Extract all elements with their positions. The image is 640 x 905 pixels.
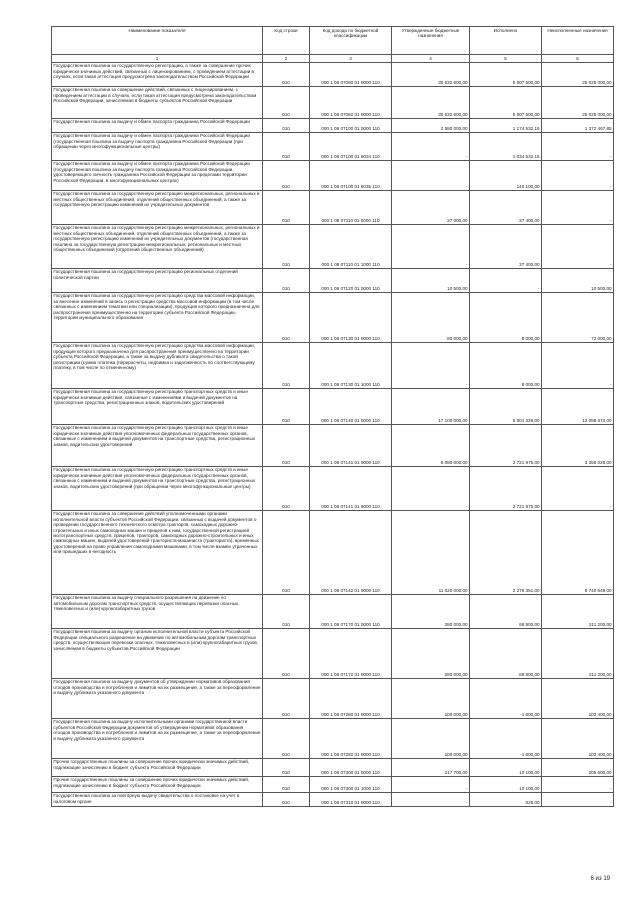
row-exec-cell: 525,00 bbox=[470, 792, 542, 806]
row-name-cell: Государственная пошлина за государственную регистрацию транспортных средств и иные юридически значимые действия уполномоченных федеральных государственных органов, связанные с изменением и выдачей документов на транспортные средства, регистрационных знаков, водительских удостоверений (при обращении через многофункциональные центры) bbox=[52, 466, 263, 510]
row-rest-cell: - bbox=[542, 190, 614, 224]
row-exec-cell: -1 600,00 bbox=[470, 718, 542, 758]
row-code-cell: 000 1 08 07130 01 1000 110 bbox=[310, 342, 392, 388]
row-exec-cell: -1 600,00 bbox=[470, 678, 542, 718]
row-line-cell: 010 bbox=[263, 424, 310, 466]
row-name-cell: Государственная пошлина за выдачу и обмен паспорта гражданина Российской Федерации bbox=[52, 118, 263, 132]
row-code-cell: 000 1 08 07300 01 0000 110 bbox=[310, 758, 392, 776]
row-name-cell: Государственная пошлина за государственную регистрацию транспортных средств и иные юридически значимые действия уполномоченных федеральных государственных органов, связанные с изменением и выдачей документов на транспортные средства, регистрационных знаков, водительских удостоверений bbox=[52, 424, 263, 466]
row-name-cell: Государственная пошлина за государственную регистрацию средства массовой информации, за внесение изменений в запись о регистрации средства массовой информации (в том числе связанных с изменением тематики или специализации), продукция которого предназначена для распространения преимущественно на территории субъекта Российской Федерации, территории муниципального образования bbox=[52, 292, 263, 342]
row-line-cell: 010 bbox=[263, 132, 310, 160]
row-plan-cell: 17 100 000,00 bbox=[392, 388, 470, 424]
table-row bbox=[52, 388, 614, 424]
table-row bbox=[52, 292, 614, 342]
col-number: 3 bbox=[310, 55, 392, 63]
row-name-cell: Государственная пошлина за выдачу и обмен паспорта гражданина Российской Федерации (государственная пошлина за выдачу паспорта гражданина Российской Федерации, удостоверяющего личность гражданина Российской Федерации за пределами территории Российской Федерации, в многофункциональных центрах) bbox=[52, 160, 263, 190]
row-line-cell: 010 bbox=[263, 466, 310, 510]
row-code-cell: 000 1 08 07300 01 1000 110 bbox=[310, 776, 392, 792]
row-line-cell: 010 bbox=[263, 388, 310, 424]
row-plan-cell: 2 580 000,00 bbox=[392, 118, 470, 132]
row-code-cell: 000 1 08 07100 01 8034 110 bbox=[310, 132, 392, 160]
row-plan-cell: 6 080 000,00 bbox=[392, 424, 470, 466]
row-rest-cell: - bbox=[542, 792, 614, 806]
row-plan-cell: - bbox=[392, 792, 470, 806]
row-rest-cell: - bbox=[542, 776, 614, 792]
row-exec-cell: 68 800,00 bbox=[470, 628, 542, 678]
row-code-cell: 000 1 08 07140 01 0000 110 bbox=[310, 388, 392, 424]
row-exec-cell: 68 800,00 bbox=[470, 594, 542, 628]
row-line-cell: 010 bbox=[263, 224, 310, 268]
row-rest-cell: 1 372 467,85 bbox=[542, 118, 614, 132]
row-exec-cell: 2 279 351,00 bbox=[470, 510, 542, 594]
row-exec-cell: 8 000,00 bbox=[470, 292, 542, 342]
row-rest-cell: 3 358 025,00 bbox=[542, 424, 614, 466]
row-code-cell: 000 1 08 07130 01 0000 110 bbox=[310, 292, 392, 342]
row-exec-cell: 2 721 975,00 bbox=[470, 424, 542, 466]
row-name-cell: Государственная пошлина за выдачу документов об утверждении нормативов образования отходов производства и потребления и лимитов на их размещение, а также за переоформление и выдачу дубликата указанного документа bbox=[52, 678, 263, 718]
table-row bbox=[52, 190, 614, 224]
row-line-cell: 010 bbox=[263, 792, 310, 806]
row-line-cell: 010 bbox=[263, 190, 310, 224]
row-plan-cell: - bbox=[392, 342, 470, 388]
row-name-cell: Государственная пошлина за государственную регистрацию региональных отделений политической партии bbox=[52, 268, 263, 292]
row-line-cell: 010 bbox=[263, 342, 310, 388]
row-rest-cell: - bbox=[542, 466, 614, 510]
col-rest-header: Неисполненные назначения bbox=[542, 27, 614, 55]
row-name-cell: Прочие государственные пошлины за совершение прочих юридически значимых действий, подлежащие зачислению в бюджет субъекта Российской Федерации bbox=[52, 758, 263, 776]
row-name-cell: Государственная пошлина за государственную регистрацию транспортных средств и иные юридически значимые действия, связанные с изменениями и выдачей документов на транспортные средства, регистрационных знаков, водительских удостоверений bbox=[52, 388, 263, 424]
budget-income-table bbox=[51, 26, 614, 807]
row-code-cell: 000 1 08 07141 01 8000 110 bbox=[310, 466, 392, 510]
row-code-cell: 000 1 08 07142 01 0000 110 bbox=[310, 510, 392, 594]
row-code-cell: 000 1 08 07080 01 0000 110 bbox=[310, 62, 392, 86]
row-line-cell: 010 bbox=[263, 628, 310, 678]
col-number: 2 bbox=[263, 55, 310, 63]
row-name-cell: Государственная пошлина за государственную регистрацию межрегиональных, региональных и местных общественных объединений, отделений общественных объединений, а также за государственную регистрацию изменений их учредительных документов bbox=[52, 190, 263, 224]
row-line-cell: 010 bbox=[263, 86, 310, 118]
row-code-cell: 000 1 08 07110 01 1000 110 bbox=[310, 224, 392, 268]
table-row bbox=[52, 268, 614, 292]
row-plan-cell: 100 000,00 bbox=[392, 678, 470, 718]
row-name-cell: Государственная пошлина за выдачу специального разрешения на движение по автомобильным дорогам транспортных средств, осуществляющих перевозки опасных, тяжеловесных и (или) крупногабаритных грузов bbox=[52, 594, 263, 628]
col-code-header: Код дохода по бюджетной классификации bbox=[310, 27, 392, 55]
row-exec-cell: 12 100,00 bbox=[470, 758, 542, 776]
row-line-cell: 010 bbox=[263, 758, 310, 776]
row-exec-cell: 37 400,00 bbox=[470, 190, 542, 224]
row-line-cell: 010 bbox=[263, 776, 310, 792]
table-row bbox=[52, 678, 614, 718]
row-code-cell: 000 1 08 07280 01 0000 110 bbox=[310, 678, 392, 718]
row-rest-cell: - bbox=[542, 342, 614, 388]
col-number: 4 bbox=[392, 55, 470, 63]
row-rest-cell: 211 200,00 bbox=[542, 628, 614, 678]
row-line-cell: 010 bbox=[263, 268, 310, 292]
column-number-row bbox=[52, 55, 614, 63]
col-name-header: Наименование показателя bbox=[52, 27, 263, 55]
table-row bbox=[52, 118, 614, 132]
row-code-cell: 000 1 08 07110 01 0000 110 bbox=[310, 190, 392, 224]
col-exec-header: Исполнено bbox=[470, 27, 542, 55]
row-code-cell: 000 1 08 07120 01 0000 110 bbox=[310, 268, 392, 292]
row-plan-cell: - bbox=[392, 466, 470, 510]
row-line-cell: 010 bbox=[263, 718, 310, 758]
row-name-cell: Государственная пошлина за совершение действий, связанных с лицензированием, с проведением аттестации в случаях, если такая аттестация предусмотрена законодательством Российской Федерации, зачисляемая в бюджеты субъектов Российской Федерации bbox=[52, 86, 263, 118]
row-line-cell: 010 bbox=[263, 594, 310, 628]
row-name-cell: Государственная пошлина за выдачу и обмен паспорта гражданина Российской Федерации (государственная пошлина за выдачу паспорта гражданина Российской Федерации (при обращении через многофункциональные центры) bbox=[52, 132, 263, 160]
row-line-cell: 010 bbox=[263, 510, 310, 594]
row-exec-cell: 5 507 500,00 bbox=[470, 86, 542, 118]
row-name-cell: Государственная пошлина за выдачу органом исполнительной власти субъекта Российской Федерации специального разрешения на движение по автомобильным дорогам транспортных средств, осуществляющих перевозки опасных, тяжеловесных и (или) крупногабаритных грузов, зачисляемая в бюджеты субъектов Российской Федерации bbox=[52, 628, 263, 678]
table-row bbox=[52, 776, 614, 792]
table-row bbox=[52, 594, 614, 628]
header-row bbox=[52, 27, 614, 55]
row-line-cell: 010 bbox=[263, 678, 310, 718]
table-row bbox=[52, 342, 614, 388]
row-code-cell: 000 1 08 07172 01 0000 110 bbox=[310, 628, 392, 678]
row-plan-cell: 280 000,00 bbox=[392, 628, 470, 678]
col-number: 6 bbox=[542, 55, 614, 63]
row-exec-cell: - bbox=[470, 268, 542, 292]
row-rest-cell: 25 025 000,00 bbox=[542, 62, 614, 86]
row-exec-cell: 8 000,00 bbox=[470, 342, 542, 388]
table-row bbox=[52, 718, 614, 758]
table-row bbox=[52, 792, 614, 806]
row-name-cell: Прочие государственные пошлины за совершение прочих юридически значимых действий, подлежащие зачислению в бюджет субъекта Российской Федерации bbox=[52, 776, 263, 792]
col-line-header: Код строки bbox=[263, 27, 310, 55]
table-row bbox=[52, 758, 614, 776]
row-plan-cell: 11 020 000,00 bbox=[392, 510, 470, 594]
row-name-cell: Государственная пошлина за государственную регистрацию, а также за совершение прочих юридически значимых действий, связанных с лицензированием, с проведением аттестации в случаях, если такая аттестация предусмотрена законодательством Российской Федерации bbox=[52, 62, 263, 86]
table-row bbox=[52, 628, 614, 678]
row-rest-cell: - bbox=[542, 132, 614, 160]
row-rest-cell: 25 025 000,00 bbox=[542, 86, 614, 118]
row-plan-cell: - bbox=[392, 224, 470, 268]
table-row bbox=[52, 160, 614, 190]
row-exec-cell: 1 174 532,15 bbox=[470, 118, 542, 132]
row-code-cell: 000 1 08 07100 01 0000 110 bbox=[310, 118, 392, 132]
report-page bbox=[51, 26, 613, 807]
row-exec-cell: 2 721 975,00 bbox=[470, 466, 542, 510]
row-exec-cell: 5 507 500,00 bbox=[470, 62, 542, 86]
row-exec-cell: 5 001 326,00 bbox=[470, 388, 542, 424]
row-rest-cell: - bbox=[542, 160, 614, 190]
row-code-cell: 000 1 08 07310 01 0000 110 bbox=[310, 792, 392, 806]
row-name-cell: Государственная пошлина за выдачу исполнительными органами государственной власти субъектов Российской Федерации документов об утверждении нормативов образования отходов производства и потребления и лимитов на их размещение, а также за переоформление и выдачу дубликата указанного документа bbox=[52, 718, 263, 758]
row-line-cell: 010 bbox=[263, 160, 310, 190]
row-rest-cell: 102 400,00 bbox=[542, 718, 614, 758]
row-plan-cell: 30 532 600,00 bbox=[392, 62, 470, 86]
table-row bbox=[52, 224, 614, 268]
row-exec-cell: 37 400,00 bbox=[470, 224, 542, 268]
table-row bbox=[52, 62, 614, 86]
col-number: 1 bbox=[52, 55, 263, 63]
row-name-cell: Государственная пошлина за государственную регистрацию средства массовой информации, продукция которого предназначена для распространения преимущественно на территории субъекта Российской Федерации, а также за выдачу дубликата свидетельства о такой регистрации (сумма платежа (перерасчеты, недоимка и задолженность по соответствующему платежу, в том числе по отмененному) bbox=[52, 342, 263, 388]
row-line-cell: 010 bbox=[263, 292, 310, 342]
row-rest-cell: 10 500,00 bbox=[542, 268, 614, 292]
row-rest-cell: 102 400,00 bbox=[542, 678, 614, 718]
table-row bbox=[52, 424, 614, 466]
row-exec-cell: 12 100,00 bbox=[470, 776, 542, 792]
row-code-cell: 000 1 08 07082 01 0000 110 bbox=[310, 86, 392, 118]
row-plan-cell: 27 000,00 bbox=[392, 190, 470, 224]
row-line-cell: 010 bbox=[263, 118, 310, 132]
row-plan-cell: 100 000,00 bbox=[392, 718, 470, 758]
row-plan-cell: 217 700,00 bbox=[392, 758, 470, 776]
row-plan-cell: - bbox=[392, 132, 470, 160]
row-code-cell: 000 1 08 07282 01 0000 110 bbox=[310, 718, 392, 758]
row-rest-cell: 211 200,00 bbox=[542, 594, 614, 628]
table-row bbox=[52, 466, 614, 510]
table-row bbox=[52, 86, 614, 118]
row-name-cell: Государственная пошлина за совершение действий уполномоченными органами исполнительной власти субъектов Российской Федерации, связанных с выдачей документов о проведении государственного технического осмотра тракторов, самоходных дорожно-строительных и иных самоходных машин и прицепов к ним, государственной регистрацией мототранспортных средств, прицепов, тракторов, самоходных дорожно-строительных и иных самоходных машин, выдачей удостоверений тракториста-машиниста (тракториста), временных удостоверений на право управления самоходными машинами, в том числе взамен утраченных или пришедших в негодность bbox=[52, 510, 263, 594]
row-plan-cell: 80 000,00 bbox=[392, 292, 470, 342]
row-rest-cell: 205 600,00 bbox=[542, 758, 614, 776]
row-plan-cell: 10 500,00 bbox=[392, 268, 470, 292]
row-name-cell: Государственная пошлина за повторную выдачу свидетельства о постановке на учет в налоговом органе bbox=[52, 792, 263, 806]
row-exec-cell: 1 034 532,15 bbox=[470, 132, 542, 160]
row-rest-cell: 12 098 674,00 bbox=[542, 388, 614, 424]
row-code-cell: 000 1 08 07170 01 0000 110 bbox=[310, 594, 392, 628]
row-line-cell: 010 bbox=[263, 62, 310, 86]
col-number: 5 bbox=[470, 55, 542, 63]
table-row bbox=[52, 510, 614, 594]
row-rest-cell: 72 000,00 bbox=[542, 292, 614, 342]
table-row bbox=[52, 132, 614, 160]
row-code-cell: 000 1 08 07100 01 8035 110 bbox=[310, 160, 392, 190]
page-number: 6 из 19 bbox=[590, 876, 610, 882]
col-plan-header: Утвержденные бюджетные назначения bbox=[392, 27, 470, 55]
row-rest-cell: 8 740 649,00 bbox=[542, 510, 614, 594]
row-name-cell: Государственная пошлина за государственную регистрацию межрегиональных, региональных и местных общественных объединений, отделений общественных объединений, а также за государственную регистрацию изменений их учредительных документов (государственная пошлина за государственную регистрацию межрегиональных, региональных и местных общественных объединений (отделений общественных объединений) bbox=[52, 224, 263, 268]
row-plan-cell: 30 532 600,00 bbox=[392, 86, 470, 118]
row-rest-cell: - bbox=[542, 224, 614, 268]
row-code-cell: 000 1 08 07141 01 0000 110 bbox=[310, 424, 392, 466]
row-plan-cell: - bbox=[392, 776, 470, 792]
row-exec-cell: 140 100,00 bbox=[470, 160, 542, 190]
row-plan-cell: - bbox=[392, 160, 470, 190]
row-plan-cell: 280 000,00 bbox=[392, 594, 470, 628]
